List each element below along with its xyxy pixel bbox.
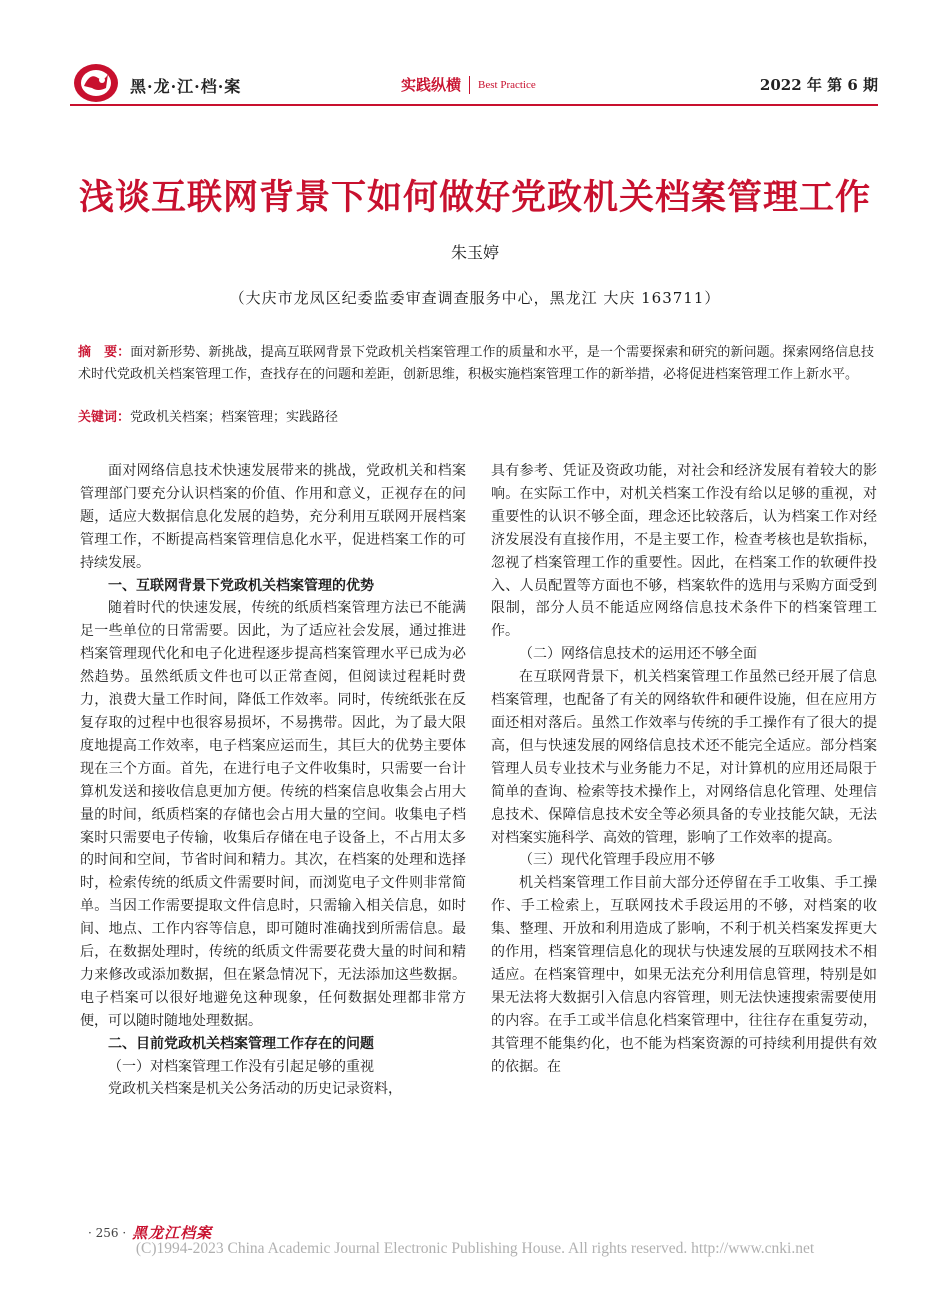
keywords-label: 关键词： (78, 410, 131, 425)
page-number: · 256 · (88, 1225, 127, 1240)
section-name-cn: 实践纵横 (401, 76, 462, 94)
article-title: 浅谈互联网背景下如何做好党政机关档案管理工作 (78, 177, 871, 218)
abstract-text: 面对新形势、新挑战，提高互联网背景下党政机关档案管理工作的质量和水平，是一个需要探索和研究的新问题。探索网络信息技术时代党政机关档案管理工作，查找存在的问题和差距，创新思维，积极实施档案管理工作的新举措，必将促进档案管理工作上新水平。 (78, 345, 874, 382)
paragraph: 党政机关档案是机关公务活动的历史记录资料， (108, 1081, 402, 1098)
section-name-en: Best Practice (478, 78, 536, 91)
subsection-heading: （一）对档案管理工作没有引起足够的重视 (108, 1058, 374, 1075)
keywords (78, 408, 874, 428)
keywords-text: 党政机关档案；档案管理；实践路径 (130, 410, 339, 425)
abstract (78, 342, 874, 386)
issue-number: 2022 年 第 6 期 (759, 76, 878, 94)
article-author: 朱玉婷 (450, 243, 499, 262)
paragraph: 随着时代的快速发展，传统的纸质档案管理方法已不能满足一些单位的日常需要。因此，为了适应社会发展，通过推进档案管理现代化和电子化进程逐步提高档案管理水平已成为必然趋势。虽然纸质文件也可以正常查阅，但阅读过程耗时费力，浪费大量工作时间，降低工作效率。同时，传统纸张在反复存取的过程中也很容易损坏，不易携带。因此，为了最大限度地提高工作效率，电子档案应运而生，其巨大的优势主要体现在三个方面。首先，在进行电子文件收集时，只需要一台计算机发送和接收信息更加方便。传统的档案信息收集会占用大量的时间，纸质档案的存储也会占用大量的空间。收集电子档案时只需要电子传输，收集后存储在电子设备上，不占用太多的时间和空间，节省时间和精力。其次，在档案的处理和选择时，检索传统的纸质文件需要时间，而浏览电子文件则非常简单。当因工作需要提取文件信息时，只需输入相关信息，如时间、地点、工作内容等信息，即可随时准确找到所需信息。最后，在数据处理时，传统的纸质文件需要花费大量的时间和精力来修改或添加数据，但在紧急情况下，无法添加这些数据。电子档案可以很好地避免这种现象，任何数据处理都非常方便，可以随时随地处理数据。 (80, 600, 466, 1029)
section-heading: 一、互联网背景下党政机关档案管理的优势 (108, 577, 374, 594)
paragraph: 机关档案管理工作目前大部分还停留在手工收集、手工操作、手工检索上，互联网技术手段运用的不够，对档案的收集、整理、开放和利用造成了影响，不利于机关档案发挥更大的作用，档案管理信息化的现状与快速发展的互联网技术不相适应。在档案管理中，如果无法充分利用信息管理，特别是如果无法将大数据引入信息内容管理，则无法快速搜索需要使用的内容。在手工或半信息化档案管理中，往往存在重复劳动，其管理不能集约化，也不能为档案资源的可持续利用提供有效的依据。在 (491, 875, 877, 1075)
subsection-heading: （二）网络信息技术的运用还不够全面 (519, 646, 757, 663)
body-column-right (491, 460, 877, 1078)
abstract-label: 摘 要： (78, 345, 131, 360)
subsection-heading: （三）现代化管理手段应用不够 (519, 852, 715, 869)
section-divider (469, 76, 470, 94)
header-rule (70, 104, 878, 106)
section-heading: 二、目前党政机关档案管理工作存在的问题 (108, 1035, 374, 1052)
paragraph: 在互联网背景下，机关档案管理工作虽然已经开展了信息档案管理，也配备了有关的网络软件和硬件设施，但在应用方面还相对落后。虽然工作效率与传统的手工操作有了很大的提高，但与快速发展的网络信息技术还不能完全适应。部分档案管理人员专业技术与业务能力不足，对计算机的应用还局限于简单的查询、检索等技术操作上，对网络信息化管理、处理信息技术、保障信息技术安全等必须具备的专业技能欠缺，无法对档案实施科学、高效的管理，影响了工作效率的提高。 (491, 669, 877, 846)
copyright-watermark: (C)1994-2023 China Academic Journal Electronic Publishing House. All rights reserved. http://www.cnki.net (135, 1240, 815, 1257)
body-column-left (80, 460, 466, 1101)
section-label (401, 74, 536, 95)
journal-script-logo: 黑龙江档案 (132, 1224, 213, 1242)
journal-logo-icon (72, 62, 120, 104)
paragraph: 具有参考、凭证及资政功能，对社会和经济发展有着较大的影响。在实际工作中，对机关档案工作没有给以足够的重视，对重要性的认识不够全面，理念还比较落后，认为档案工作对经济发展没有直接作用，不是主要工作，检查考核也是软指标，忽视了档案管理工作的重要性。因此，在档案工作的软硬件投入、人员配置等方面也不够，档案软件的选用与采购方面受到限制，部分人员不能适应网络信息技术条件下的档案管理工作。 (491, 463, 877, 640)
author-affiliation: （大庆市龙凤区纪委监委审查调查服务中心，黑龙江 大庆 163711） (229, 289, 721, 307)
page-header (70, 62, 878, 108)
paragraph: 面对网络信息技术快速发展带来的挑战，党政机关和档案管理部门要充分认识档案的价值、作用和意义，正视存在的问题，适应大数据信息化发展的趋势，充分利用互联网开展档案管理工作，不断提高档案管理信息化水平，促进档案工作的可持续发展。 (80, 463, 466, 571)
journal-name: 黑·龙·江·档·案 (130, 77, 242, 96)
